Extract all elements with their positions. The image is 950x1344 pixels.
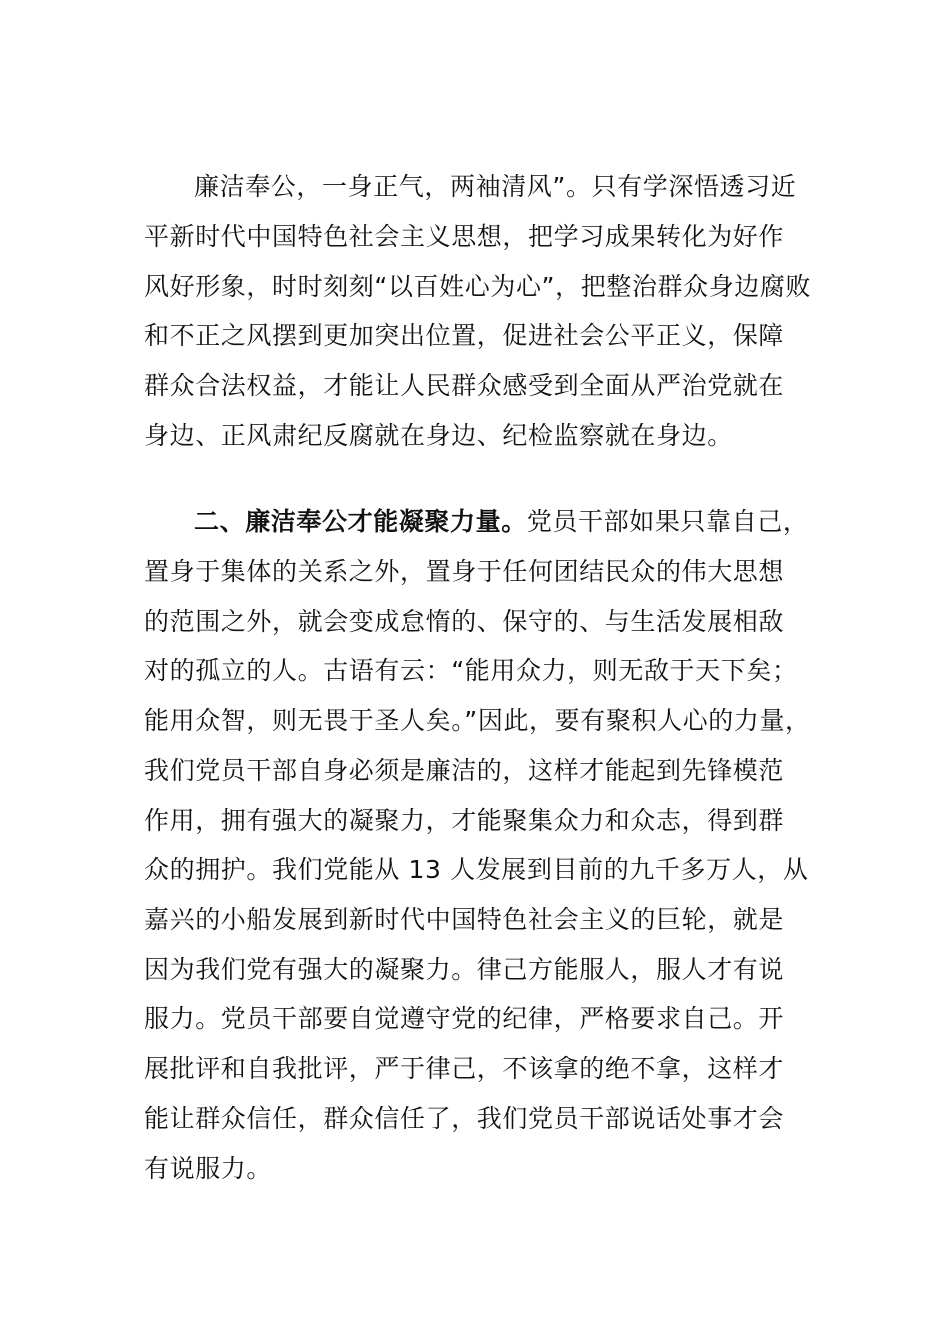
paragraph-2-line: 众的拥护。我们党能从 13 人发展到目前的九千多万人，从 — [144, 855, 809, 884]
paragraph-2-first-line — [194, 507, 808, 537]
paragraph-2-line: 服力。党员干部要自觉遵守党的纪律，严格要求自己。开 — [144, 1004, 785, 1033]
paragraph-2-line: 的范围之外，就会变成怠惰的、保守的、与生活发展相敌 — [144, 607, 785, 636]
paragraph-1-line: 群众合法权益，才能让人民群众感受到全面从严治党就在 — [144, 371, 785, 400]
paragraph-2-line: 展批评和自我批评，严于律己，不该拿的绝不拿，这样才 — [144, 1054, 785, 1083]
paragraph-2-first-line-text: 党员干部如果只靠自己， — [526, 507, 809, 536]
section-heading: 二、廉洁奉公才能凝聚力量。 — [194, 507, 527, 536]
paragraph-1-line: 和不正之风摆到更加突出位置，促进社会公平正义，保障 — [144, 321, 785, 350]
paragraph-2-line: 有说服力。 — [144, 1154, 273, 1183]
paragraph-1-line: 身边、正风肃纪反腐就在身边、纪检监察就在身边。 — [144, 421, 733, 450]
paragraph-1-line: 风好形象，时时刻刻“以百姓心为心”，把整治群众身边腐败 — [144, 272, 812, 301]
paragraph-1-line: 平新时代中国特色社会主义思想，把学习成果转化为好作 — [144, 222, 785, 251]
paragraph-2-line: 作用，拥有强大的凝聚力，才能聚集众力和众志，得到群 — [144, 806, 785, 835]
paragraph-2-line: 对的孤立的人。古语有云：“能用众力，则无敌于天下矣； — [144, 656, 798, 685]
paragraph-2-line: 嘉兴的小船发展到新时代中国特色社会主义的巨轮，就是 — [144, 905, 785, 934]
paragraph-1-line: 廉洁奉公，一身正气，两袖清风”。只有学深悟透习近 — [194, 172, 797, 201]
paragraph-2-line: 能用众智，则无畏于圣人矣。”因此，要有聚积人心的力量， — [144, 706, 811, 735]
paragraph-2-line: 置身于集体的关系之外，置身于任何团结民众的伟大思想 — [144, 557, 785, 586]
paragraph-2-line: 因为我们党有强大的凝聚力。律己方能服人，服人才有说 — [144, 955, 785, 984]
paragraph-2-line: 我们党员干部自身必须是廉洁的，这样才能起到先锋模范 — [144, 756, 785, 785]
paragraph-2-line: 能让群众信任，群众信任了，我们党员干部说话处事才会 — [144, 1104, 785, 1133]
